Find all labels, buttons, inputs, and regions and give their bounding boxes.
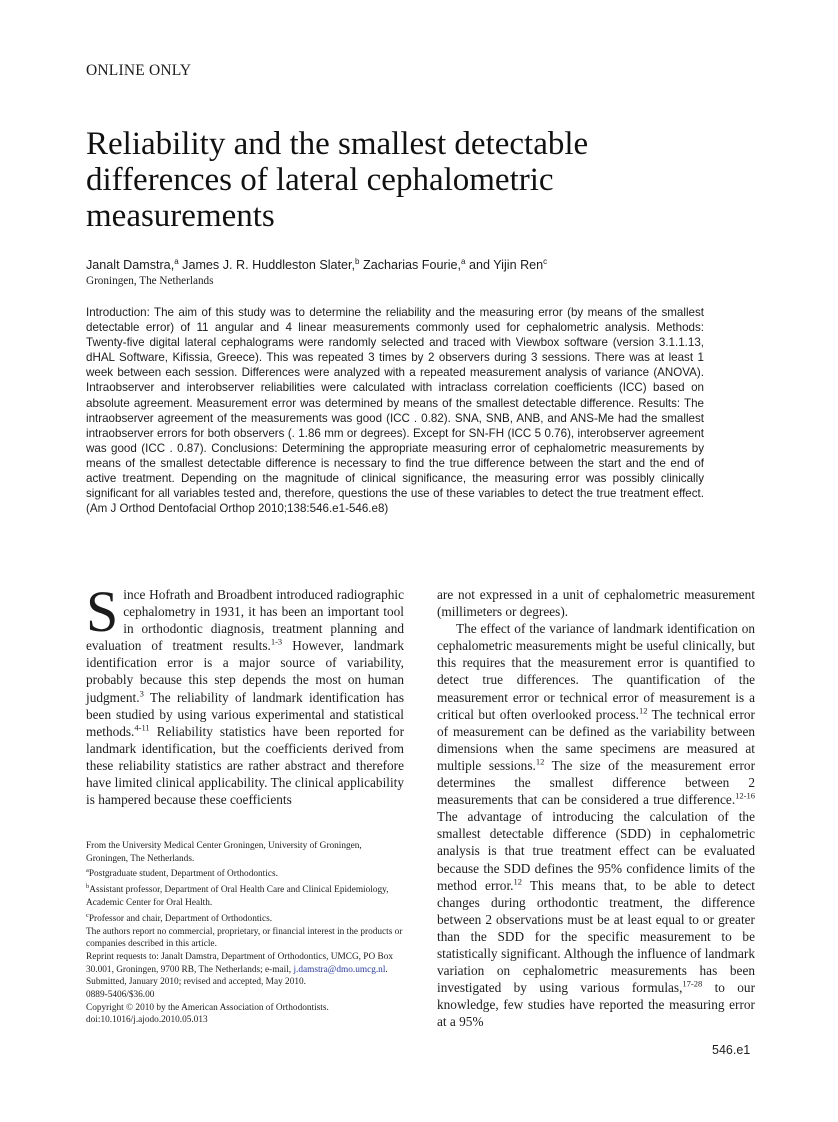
footnotes [86,840,404,1027]
author-name: and Yijin Ren [468,258,544,273]
body-text: The technical error of measurement can be defined as the variability between dimensions when the same specimens are measured at multiple sessions. [437,706,755,773]
body-text: The advantage of introducing the calculation of the smallest detectable difference (SDD) in cephalometric analysis is that true treatment effect can be evaluated because the SDD defines the 95% confidence limits of the method error. [437,809,755,893]
footnote-issn: 0889-5406/$36.00 [86,990,155,1001]
author-name: James J. R. Huddleston Slater, [182,258,356,273]
author-affiliation-mark: c [543,257,548,266]
author-affiliation-mark: b [355,257,360,266]
footnote-disclosure: The authors report no commercial, proprietary, or financial interest in the products or companies described in this article. [86,926,403,950]
article-title: Reliability and the smallest detectable differences of lateral cephalometric measurements [86,126,589,234]
author-location: Groningen, The Netherlands [86,275,214,287]
footnote-affiliation: $^b$Assistant professor, Department of Oral Health Care and Clinical Epidemiology, Academic Center for Oral Health. [86,883,389,908]
body-text: The size of the measurement error determines the smallest difference between 2 measurements that can be considered a true difference. [437,757,756,808]
body-text: However, landmark identification error is a major source of variability, probably because this step depends the most on human judgment. [86,638,404,705]
abstract: Introduction: The aim of this study was to determine the reliability and the measuring error (by means of the smallest detectable error) of 11 angular and 4 linear measurements commonly used for cephalometric analysis. Methods: Twenty-five digital lateral cephalograms were randomly selected and traced with Viewbox software (version 3.1.1.13, dHAL Software, Kifissia, Greece). This was repeated 3 times by 2 observers during 3 sessions. There was at least 1 week between each session. Differences were analyzed with a repeated measurement analysis of variance (ANOVA). Intraobserver and interobserver reliabilities were calculated with intraclass correlation coefficients (ICC) based on absolute agreement. Measurement error was determined by means of the smallest detectable difference. Results: The intraobserver agreement of the measurements was good (ICC . 0.82). SNA, SNB, ANB, and ANS-Me had the smallest intraobserver errors for both observers (. 1.86 mm or degrees). Except for SN-FH (ICC 5 0.76), interobserver agreement was good (ICC . 0.87). Conclusions: Determining the appropriate measuring error of cephalometric measurements by means of the smallest detectable difference is necessary to find the true difference between the start and the end of active treatment. Depending on the magnitude of clinical significance, the measuring error was possibly clinically significant for all variables tested and, therefore, questions the use of these variables to detect the true treatment effect. (Am J Orthod Dentofacial Orthop 2010;138:546.e1-546.e8) [86,306,704,516]
author-affiliation-mark: a [174,257,179,266]
citation-ref[interactable]: 12 [638,705,648,716]
body-text: Reliability statistics have been reported for landmark identification, but the coefficients derived from these reliability statistics are rather abstract and therefore have limited clinical applicability. The clinical applicability is hampered because these coefficients [86,723,404,808]
body-column-right [437,586,755,1030]
footnote-affiliation: $^c$Professor and chair, Department of Orthodontics. [86,911,273,924]
author-list [86,257,746,272]
footnote-institution: From the University Medical Center Groningen, University of Groningen, Groningen, The Netherlands. [86,841,362,864]
drop-cap: S [86,579,119,644]
citation-ref[interactable]: 12 [513,876,522,887]
citation-ref[interactable]: 17-28 [682,978,703,989]
footnote-reprint: Reprint requests to: Janalt Damstra, Department of Orthodontics, UMCG, PO Box 30.001, Groningen, 9700 RB, The Netherlands; e-mail, j.damstra@dmo.umcg.nl. [86,951,394,975]
body-text: The reliability of landmark identification has been studied by using various experimental and statistical methods. [86,689,404,739]
footnote-copyright: Copyright © 2010 by the American Association of Orthodontists. [86,1002,329,1013]
citation-ref[interactable]: 3 [139,688,144,699]
body-text: to our knowledge, few studies have reported the measuring error at a 95% [437,980,755,1030]
citation-ref[interactable]: 12 [535,756,545,767]
section-label: ONLINE ONLY [86,62,192,79]
page-number: 546.e1 [712,1043,751,1057]
author-name: Zacharias Fourie, [363,258,461,273]
citation-ref[interactable]: 4-11 [134,722,150,733]
citation-ref[interactable]: 12-16 [735,790,755,801]
body-text: ince Hofrath and Broadbent introduced radiographic cephalometry in 1931, it has been an important tool in orthodontic diagnosis, treatment planning and evaluation of treatment results. [86,587,404,654]
citation-ref[interactable]: 1-3 [270,636,283,647]
footnote-submitted: Submitted, January 2010; revised and accepted, May 2010. [86,977,306,988]
body-column-left [86,579,404,808]
footnote-doi[interactable]: doi:10.1016/j.ajodo.2010.05.013 [86,1015,208,1026]
author-name: Janalt Damstra, [86,258,175,273]
email-link[interactable]: j.damstra@dmo.umcg.nl [293,964,386,975]
body-paragraph [437,620,755,1030]
body-text: The effect of the variance of landmark identification on cephalometric measurements might be useful clinically, but this requires that the measurement error is quantified to detect true differences. The quantification of the measurement error or technical error of measurement is a critical but often overlooked process. [437,621,755,722]
body-paragraph: are not expressed in a unit of cephalometric measurement (millimeters or degrees). [437,587,755,620]
author-affiliation-mark: a [461,257,466,266]
footnote-affiliation: $^a$Postgraduate student, Department of Orthodontics. [86,867,278,880]
body-text: This means that, to be able to detect changes during orthodontic treatment, the difference between 2 observations must be at least equal to or greater than the SDD for the specific measurement to be statistically significant. Although the influence of landmark variation on cephalometric measurements has been investigated by using various formulas, [437,877,755,996]
